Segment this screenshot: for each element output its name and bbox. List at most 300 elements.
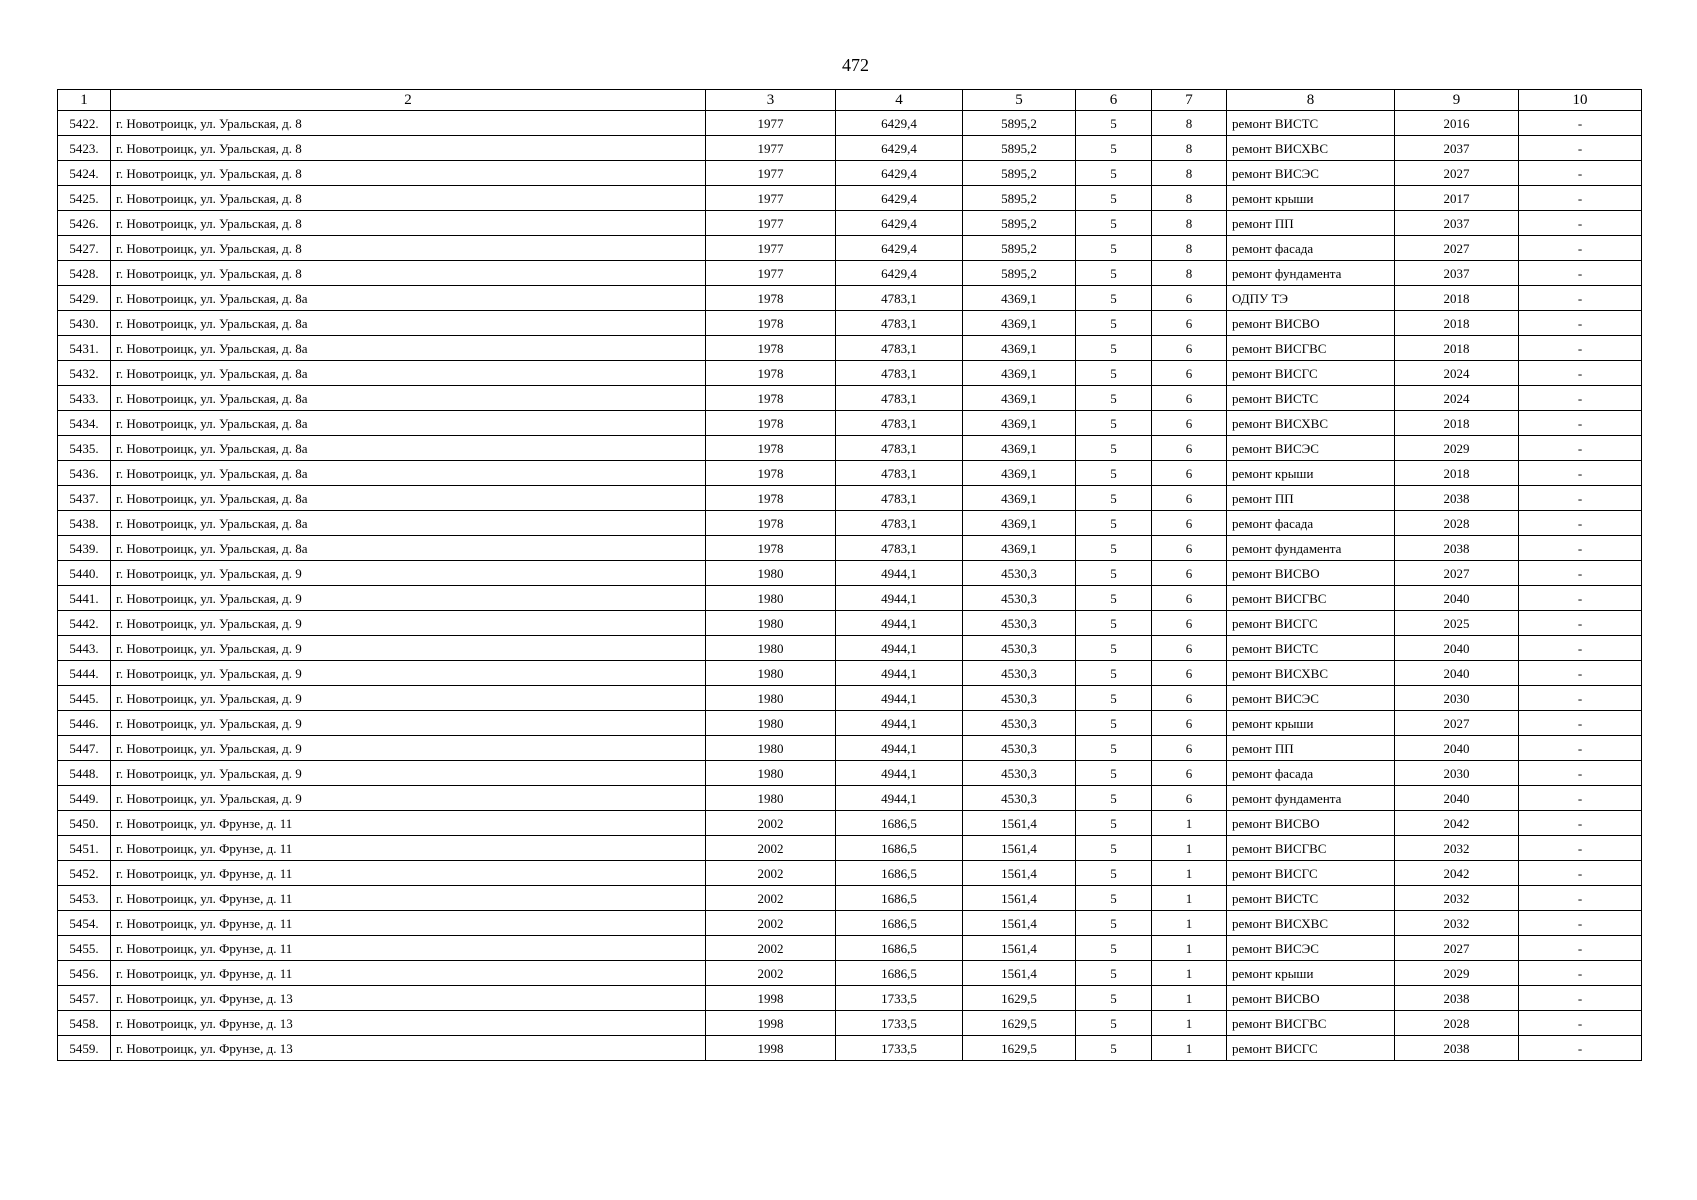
row-number-cell: 5442.	[58, 611, 111, 636]
entrances-cell: 1	[1152, 861, 1227, 886]
column-header-4: 4	[836, 90, 963, 111]
note-cell: -	[1519, 686, 1642, 711]
floors-cell: 5	[1076, 261, 1152, 286]
floors-cell: 5	[1076, 486, 1152, 511]
entrances-cell: 6	[1152, 511, 1227, 536]
year-built-cell: 2002	[706, 911, 836, 936]
work-type-cell: ремонт ВИСГВС	[1227, 586, 1395, 611]
address-cell: г. Новотроицк, ул. Уральская, д. 8	[111, 161, 706, 186]
address-cell: г. Новотроицк, ул. Уральская, д. 8	[111, 211, 706, 236]
entrances-cell: 6	[1152, 386, 1227, 411]
address-cell: г. Новотроицк, ул. Фрунзе, д. 13	[111, 1011, 706, 1036]
year-built-cell: 1978	[706, 436, 836, 461]
work-type-cell: ремонт ВИСТС	[1227, 111, 1395, 136]
note-cell: -	[1519, 336, 1642, 361]
year-built-cell: 1998	[706, 1036, 836, 1061]
table-row	[58, 661, 1642, 686]
work-type-cell: ремонт ВИСХВС	[1227, 911, 1395, 936]
work-type-cell: ремонт фасада	[1227, 511, 1395, 536]
living-area-cell: 4369,1	[963, 336, 1076, 361]
floors-cell: 5	[1076, 586, 1152, 611]
table-row	[58, 586, 1642, 611]
year-built-cell: 1977	[706, 186, 836, 211]
total-area-cell: 4783,1	[836, 361, 963, 386]
year-built-cell: 1978	[706, 336, 836, 361]
entrances-cell: 6	[1152, 361, 1227, 386]
work-type-cell: ремонт фасада	[1227, 761, 1395, 786]
living-area-cell: 4369,1	[963, 386, 1076, 411]
entrances-cell: 1	[1152, 836, 1227, 861]
living-area-cell: 4369,1	[963, 411, 1076, 436]
table-row	[58, 711, 1642, 736]
address-cell: г. Новотроицк, ул. Уральская, д. 9	[111, 686, 706, 711]
address-cell: г. Новотроицк, ул. Фрунзе, д. 11	[111, 836, 706, 861]
year-built-cell: 1978	[706, 386, 836, 411]
table-row	[58, 361, 1642, 386]
table-row	[58, 286, 1642, 311]
table-header-row	[58, 90, 1642, 111]
year-built-cell: 1980	[706, 561, 836, 586]
work-type-cell: ремонт ВИСХВС	[1227, 136, 1395, 161]
note-cell: -	[1519, 861, 1642, 886]
row-number-cell: 5453.	[58, 886, 111, 911]
table-row	[58, 336, 1642, 361]
floors-cell: 5	[1076, 661, 1152, 686]
entrances-cell: 6	[1152, 636, 1227, 661]
planned-year-cell: 2040	[1395, 636, 1519, 661]
table-row	[58, 786, 1642, 811]
planned-year-cell: 2032	[1395, 886, 1519, 911]
table-row	[58, 511, 1642, 536]
address-cell: г. Новотроицк, ул. Уральская, д. 8а	[111, 536, 706, 561]
living-area-cell: 1561,4	[963, 811, 1076, 836]
entrances-cell: 6	[1152, 786, 1227, 811]
row-number-cell: 5446.	[58, 711, 111, 736]
year-built-cell: 1998	[706, 986, 836, 1011]
living-area-cell: 4530,3	[963, 661, 1076, 686]
planned-year-cell: 2040	[1395, 661, 1519, 686]
living-area-cell: 4369,1	[963, 486, 1076, 511]
year-built-cell: 1980	[706, 711, 836, 736]
floors-cell: 5	[1076, 211, 1152, 236]
year-built-cell: 1978	[706, 536, 836, 561]
address-cell: г. Новотроицк, ул. Уральская, д. 8а	[111, 436, 706, 461]
table-row	[58, 236, 1642, 261]
planned-year-cell: 2016	[1395, 111, 1519, 136]
row-number-cell: 5429.	[58, 286, 111, 311]
living-area-cell: 4530,3	[963, 786, 1076, 811]
work-type-cell: ремонт крыши	[1227, 961, 1395, 986]
note-cell: -	[1519, 286, 1642, 311]
work-type-cell: ремонт ВИСТС	[1227, 636, 1395, 661]
planned-year-cell: 2018	[1395, 286, 1519, 311]
total-area-cell: 4944,1	[836, 736, 963, 761]
note-cell: -	[1519, 536, 1642, 561]
floors-cell: 5	[1076, 686, 1152, 711]
table-row	[58, 536, 1642, 561]
living-area-cell: 5895,2	[963, 261, 1076, 286]
entrances-cell: 6	[1152, 336, 1227, 361]
total-area-cell: 4783,1	[836, 411, 963, 436]
total-area-cell: 4944,1	[836, 786, 963, 811]
repair-schedule-table	[57, 89, 1642, 1061]
address-cell: г. Новотроицк, ул. Уральская, д. 8а	[111, 286, 706, 311]
total-area-cell: 1733,5	[836, 1036, 963, 1061]
floors-cell: 5	[1076, 961, 1152, 986]
row-number-cell: 5445.	[58, 686, 111, 711]
address-cell: г. Новотроицк, ул. Фрунзе, д. 11	[111, 861, 706, 886]
address-cell: г. Новотроицк, ул. Фрунзе, д. 13	[111, 1036, 706, 1061]
floors-cell: 5	[1076, 436, 1152, 461]
year-built-cell: 1978	[706, 461, 836, 486]
entrances-cell: 1	[1152, 811, 1227, 836]
entrances-cell: 8	[1152, 211, 1227, 236]
entrances-cell: 1	[1152, 986, 1227, 1011]
table-row	[58, 686, 1642, 711]
address-cell: г. Новотроицк, ул. Уральская, д. 8а	[111, 361, 706, 386]
address-cell: г. Новотроицк, ул. Уральская, д. 8	[111, 186, 706, 211]
year-built-cell: 2002	[706, 886, 836, 911]
year-built-cell: 1977	[706, 236, 836, 261]
table-row	[58, 161, 1642, 186]
planned-year-cell: 2030	[1395, 686, 1519, 711]
column-header-3: 3	[706, 90, 836, 111]
floors-cell: 5	[1076, 736, 1152, 761]
address-cell: г. Новотроицк, ул. Уральская, д. 9	[111, 761, 706, 786]
entrances-cell: 8	[1152, 111, 1227, 136]
table-row	[58, 961, 1642, 986]
row-number-cell: 5431.	[58, 336, 111, 361]
note-cell: -	[1519, 611, 1642, 636]
table-row	[58, 311, 1642, 336]
row-number-cell: 5428.	[58, 261, 111, 286]
entrances-cell: 6	[1152, 736, 1227, 761]
planned-year-cell: 2038	[1395, 1036, 1519, 1061]
planned-year-cell: 2042	[1395, 861, 1519, 886]
note-cell: -	[1519, 361, 1642, 386]
note-cell: -	[1519, 911, 1642, 936]
living-area-cell: 5895,2	[963, 111, 1076, 136]
address-cell: г. Новотроицк, ул. Уральская, д. 8а	[111, 386, 706, 411]
entrances-cell: 1	[1152, 1011, 1227, 1036]
address-cell: г. Новотроицк, ул. Уральская, д. 8а	[111, 336, 706, 361]
entrances-cell: 6	[1152, 661, 1227, 686]
floors-cell: 5	[1076, 636, 1152, 661]
table-row	[58, 736, 1642, 761]
table-row	[58, 136, 1642, 161]
year-built-cell: 1977	[706, 136, 836, 161]
total-area-cell: 4783,1	[836, 461, 963, 486]
living-area-cell: 1629,5	[963, 986, 1076, 1011]
year-built-cell: 1980	[706, 761, 836, 786]
table-row	[58, 1011, 1642, 1036]
row-number-cell: 5433.	[58, 386, 111, 411]
entrances-cell: 8	[1152, 136, 1227, 161]
living-area-cell: 5895,2	[963, 186, 1076, 211]
floors-cell: 5	[1076, 161, 1152, 186]
work-type-cell: ремонт фундамента	[1227, 786, 1395, 811]
row-number-cell: 5455.	[58, 936, 111, 961]
row-number-cell: 5441.	[58, 586, 111, 611]
table-row	[58, 411, 1642, 436]
living-area-cell: 5895,2	[963, 211, 1076, 236]
floors-cell: 5	[1076, 861, 1152, 886]
work-type-cell: ремонт ВИСВО	[1227, 986, 1395, 1011]
year-built-cell: 1978	[706, 361, 836, 386]
floors-cell: 5	[1076, 611, 1152, 636]
floors-cell: 5	[1076, 511, 1152, 536]
floors-cell: 5	[1076, 461, 1152, 486]
living-area-cell: 5895,2	[963, 161, 1076, 186]
entrances-cell: 6	[1152, 436, 1227, 461]
work-type-cell: ремонт фундамента	[1227, 261, 1395, 286]
planned-year-cell: 2040	[1395, 736, 1519, 761]
planned-year-cell: 2038	[1395, 536, 1519, 561]
total-area-cell: 6429,4	[836, 161, 963, 186]
planned-year-cell: 2027	[1395, 936, 1519, 961]
total-area-cell: 1686,5	[836, 961, 963, 986]
total-area-cell: 4783,1	[836, 436, 963, 461]
floors-cell: 5	[1076, 361, 1152, 386]
year-built-cell: 1980	[706, 636, 836, 661]
note-cell: -	[1519, 661, 1642, 686]
living-area-cell: 5895,2	[963, 236, 1076, 261]
work-type-cell: ремонт ВИСЭС	[1227, 686, 1395, 711]
year-built-cell: 1998	[706, 1011, 836, 1036]
table-row	[58, 761, 1642, 786]
note-cell: -	[1519, 161, 1642, 186]
table-row	[58, 611, 1642, 636]
note-cell: -	[1519, 986, 1642, 1011]
entrances-cell: 6	[1152, 286, 1227, 311]
row-number-cell: 5458.	[58, 1011, 111, 1036]
work-type-cell: ремонт фундамента	[1227, 536, 1395, 561]
planned-year-cell: 2037	[1395, 211, 1519, 236]
living-area-cell: 4530,3	[963, 561, 1076, 586]
note-cell: -	[1519, 786, 1642, 811]
row-number-cell: 5454.	[58, 911, 111, 936]
row-number-cell: 5439.	[58, 536, 111, 561]
total-area-cell: 1686,5	[836, 861, 963, 886]
row-number-cell: 5452.	[58, 861, 111, 886]
table-row	[58, 561, 1642, 586]
work-type-cell: ремонт фасада	[1227, 236, 1395, 261]
living-area-cell: 4530,3	[963, 636, 1076, 661]
address-cell: г. Новотроицк, ул. Уральская, д. 9	[111, 586, 706, 611]
year-built-cell: 2002	[706, 836, 836, 861]
table-row	[58, 636, 1642, 661]
row-number-cell: 5432.	[58, 361, 111, 386]
table-row	[58, 386, 1642, 411]
work-type-cell: ремонт ВИСХВС	[1227, 411, 1395, 436]
floors-cell: 5	[1076, 536, 1152, 561]
year-built-cell: 1978	[706, 511, 836, 536]
living-area-cell: 4530,3	[963, 586, 1076, 611]
address-cell: г. Новотроицк, ул. Фрунзе, д. 11	[111, 936, 706, 961]
address-cell: г. Новотроицк, ул. Уральская, д. 9	[111, 661, 706, 686]
floors-cell: 5	[1076, 186, 1152, 211]
work-type-cell: ремонт ВИСЭС	[1227, 161, 1395, 186]
planned-year-cell: 2025	[1395, 611, 1519, 636]
year-built-cell: 1977	[706, 261, 836, 286]
year-built-cell: 1980	[706, 611, 836, 636]
year-built-cell: 1977	[706, 211, 836, 236]
entrances-cell: 1	[1152, 886, 1227, 911]
total-area-cell: 1686,5	[836, 836, 963, 861]
note-cell: -	[1519, 461, 1642, 486]
note-cell: -	[1519, 761, 1642, 786]
planned-year-cell: 2027	[1395, 236, 1519, 261]
address-cell: г. Новотроицк, ул. Уральская, д. 8	[111, 236, 706, 261]
total-area-cell: 4944,1	[836, 761, 963, 786]
note-cell: -	[1519, 411, 1642, 436]
address-cell: г. Новотроицк, ул. Уральская, д. 9	[111, 561, 706, 586]
planned-year-cell: 2038	[1395, 486, 1519, 511]
planned-year-cell: 2018	[1395, 411, 1519, 436]
total-area-cell: 6429,4	[836, 111, 963, 136]
total-area-cell: 1686,5	[836, 811, 963, 836]
floors-cell: 5	[1076, 286, 1152, 311]
planned-year-cell: 2028	[1395, 1011, 1519, 1036]
entrances-cell: 8	[1152, 186, 1227, 211]
floors-cell: 5	[1076, 811, 1152, 836]
total-area-cell: 4783,1	[836, 511, 963, 536]
note-cell: -	[1519, 811, 1642, 836]
note-cell: -	[1519, 886, 1642, 911]
row-number-cell: 5434.	[58, 411, 111, 436]
year-built-cell: 1978	[706, 411, 836, 436]
address-cell: г. Новотроицк, ул. Уральская, д. 9	[111, 711, 706, 736]
entrances-cell: 6	[1152, 711, 1227, 736]
floors-cell: 5	[1076, 411, 1152, 436]
note-cell: -	[1519, 136, 1642, 161]
note-cell: -	[1519, 711, 1642, 736]
note-cell: -	[1519, 961, 1642, 986]
living-area-cell: 4369,1	[963, 536, 1076, 561]
planned-year-cell: 2029	[1395, 961, 1519, 986]
work-type-cell: ремонт ВИСГС	[1227, 861, 1395, 886]
living-area-cell: 4530,3	[963, 761, 1076, 786]
table-row	[58, 836, 1642, 861]
floors-cell: 5	[1076, 561, 1152, 586]
address-cell: г. Новотроицк, ул. Уральская, д. 8а	[111, 411, 706, 436]
row-number-cell: 5456.	[58, 961, 111, 986]
row-number-cell: 5444.	[58, 661, 111, 686]
note-cell: -	[1519, 386, 1642, 411]
total-area-cell: 4944,1	[836, 686, 963, 711]
planned-year-cell: 2040	[1395, 786, 1519, 811]
total-area-cell: 4783,1	[836, 336, 963, 361]
work-type-cell: ремонт ВИСЭС	[1227, 436, 1395, 461]
floors-cell: 5	[1076, 386, 1152, 411]
total-area-cell: 1733,5	[836, 986, 963, 1011]
page-number: 472	[842, 55, 869, 75]
year-built-cell: 1978	[706, 486, 836, 511]
living-area-cell: 4369,1	[963, 511, 1076, 536]
column-header-5: 5	[963, 90, 1076, 111]
living-area-cell: 4530,3	[963, 686, 1076, 711]
year-built-cell: 2002	[706, 961, 836, 986]
total-area-cell: 1686,5	[836, 886, 963, 911]
note-cell: -	[1519, 1011, 1642, 1036]
floors-cell: 5	[1076, 311, 1152, 336]
entrances-cell: 8	[1152, 261, 1227, 286]
note-cell: -	[1519, 1036, 1642, 1061]
entrances-cell: 6	[1152, 536, 1227, 561]
address-cell: г. Новотроицк, ул. Уральская, д. 9	[111, 786, 706, 811]
entrances-cell: 6	[1152, 586, 1227, 611]
living-area-cell: 1561,4	[963, 961, 1076, 986]
living-area-cell: 1629,5	[963, 1011, 1076, 1036]
floors-cell: 5	[1076, 761, 1152, 786]
note-cell: -	[1519, 836, 1642, 861]
floors-cell: 5	[1076, 786, 1152, 811]
year-built-cell: 2002	[706, 861, 836, 886]
planned-year-cell: 2027	[1395, 711, 1519, 736]
note-cell: -	[1519, 586, 1642, 611]
planned-year-cell: 2018	[1395, 311, 1519, 336]
table-row	[58, 911, 1642, 936]
table-row	[58, 486, 1642, 511]
total-area-cell: 1733,5	[836, 1011, 963, 1036]
table-row	[58, 261, 1642, 286]
note-cell: -	[1519, 111, 1642, 136]
row-number-cell: 5423.	[58, 136, 111, 161]
living-area-cell: 4369,1	[963, 311, 1076, 336]
row-number-cell: 5451.	[58, 836, 111, 861]
floors-cell: 5	[1076, 1036, 1152, 1061]
living-area-cell: 4530,3	[963, 736, 1076, 761]
address-cell: г. Новотроицк, ул. Фрунзе, д. 11	[111, 961, 706, 986]
floors-cell: 5	[1076, 1011, 1152, 1036]
address-cell: г. Новотроицк, ул. Уральская, д. 8а	[111, 511, 706, 536]
total-area-cell: 4783,1	[836, 486, 963, 511]
table-body	[58, 111, 1642, 1061]
table-row	[58, 186, 1642, 211]
entrances-cell: 6	[1152, 461, 1227, 486]
floors-cell: 5	[1076, 986, 1152, 1011]
table-row	[58, 211, 1642, 236]
work-type-cell: ремонт ВИСГВС	[1227, 336, 1395, 361]
living-area-cell: 4369,1	[963, 461, 1076, 486]
total-area-cell: 6429,4	[836, 236, 963, 261]
entrances-cell: 6	[1152, 411, 1227, 436]
work-type-cell: ремонт крыши	[1227, 461, 1395, 486]
planned-year-cell: 2032	[1395, 911, 1519, 936]
work-type-cell: ремонт ВИСГВС	[1227, 836, 1395, 861]
note-cell: -	[1519, 511, 1642, 536]
total-area-cell: 4783,1	[836, 386, 963, 411]
column-header-10: 10	[1519, 90, 1642, 111]
floors-cell: 5	[1076, 336, 1152, 361]
address-cell: г. Новотроицк, ул. Уральская, д. 8а	[111, 311, 706, 336]
address-cell: г. Новотроицк, ул. Уральская, д. 8	[111, 136, 706, 161]
table-row	[58, 936, 1642, 961]
living-area-cell: 1561,4	[963, 836, 1076, 861]
planned-year-cell: 2024	[1395, 386, 1519, 411]
planned-year-cell: 2027	[1395, 161, 1519, 186]
work-type-cell: ремонт ПП	[1227, 736, 1395, 761]
year-built-cell: 1977	[706, 111, 836, 136]
row-number-cell: 5448.	[58, 761, 111, 786]
planned-year-cell: 2027	[1395, 561, 1519, 586]
year-built-cell: 1980	[706, 686, 836, 711]
table-row	[58, 461, 1642, 486]
total-area-cell: 1686,5	[836, 936, 963, 961]
row-number-cell: 5447.	[58, 736, 111, 761]
entrances-cell: 8	[1152, 236, 1227, 261]
planned-year-cell: 2024	[1395, 361, 1519, 386]
